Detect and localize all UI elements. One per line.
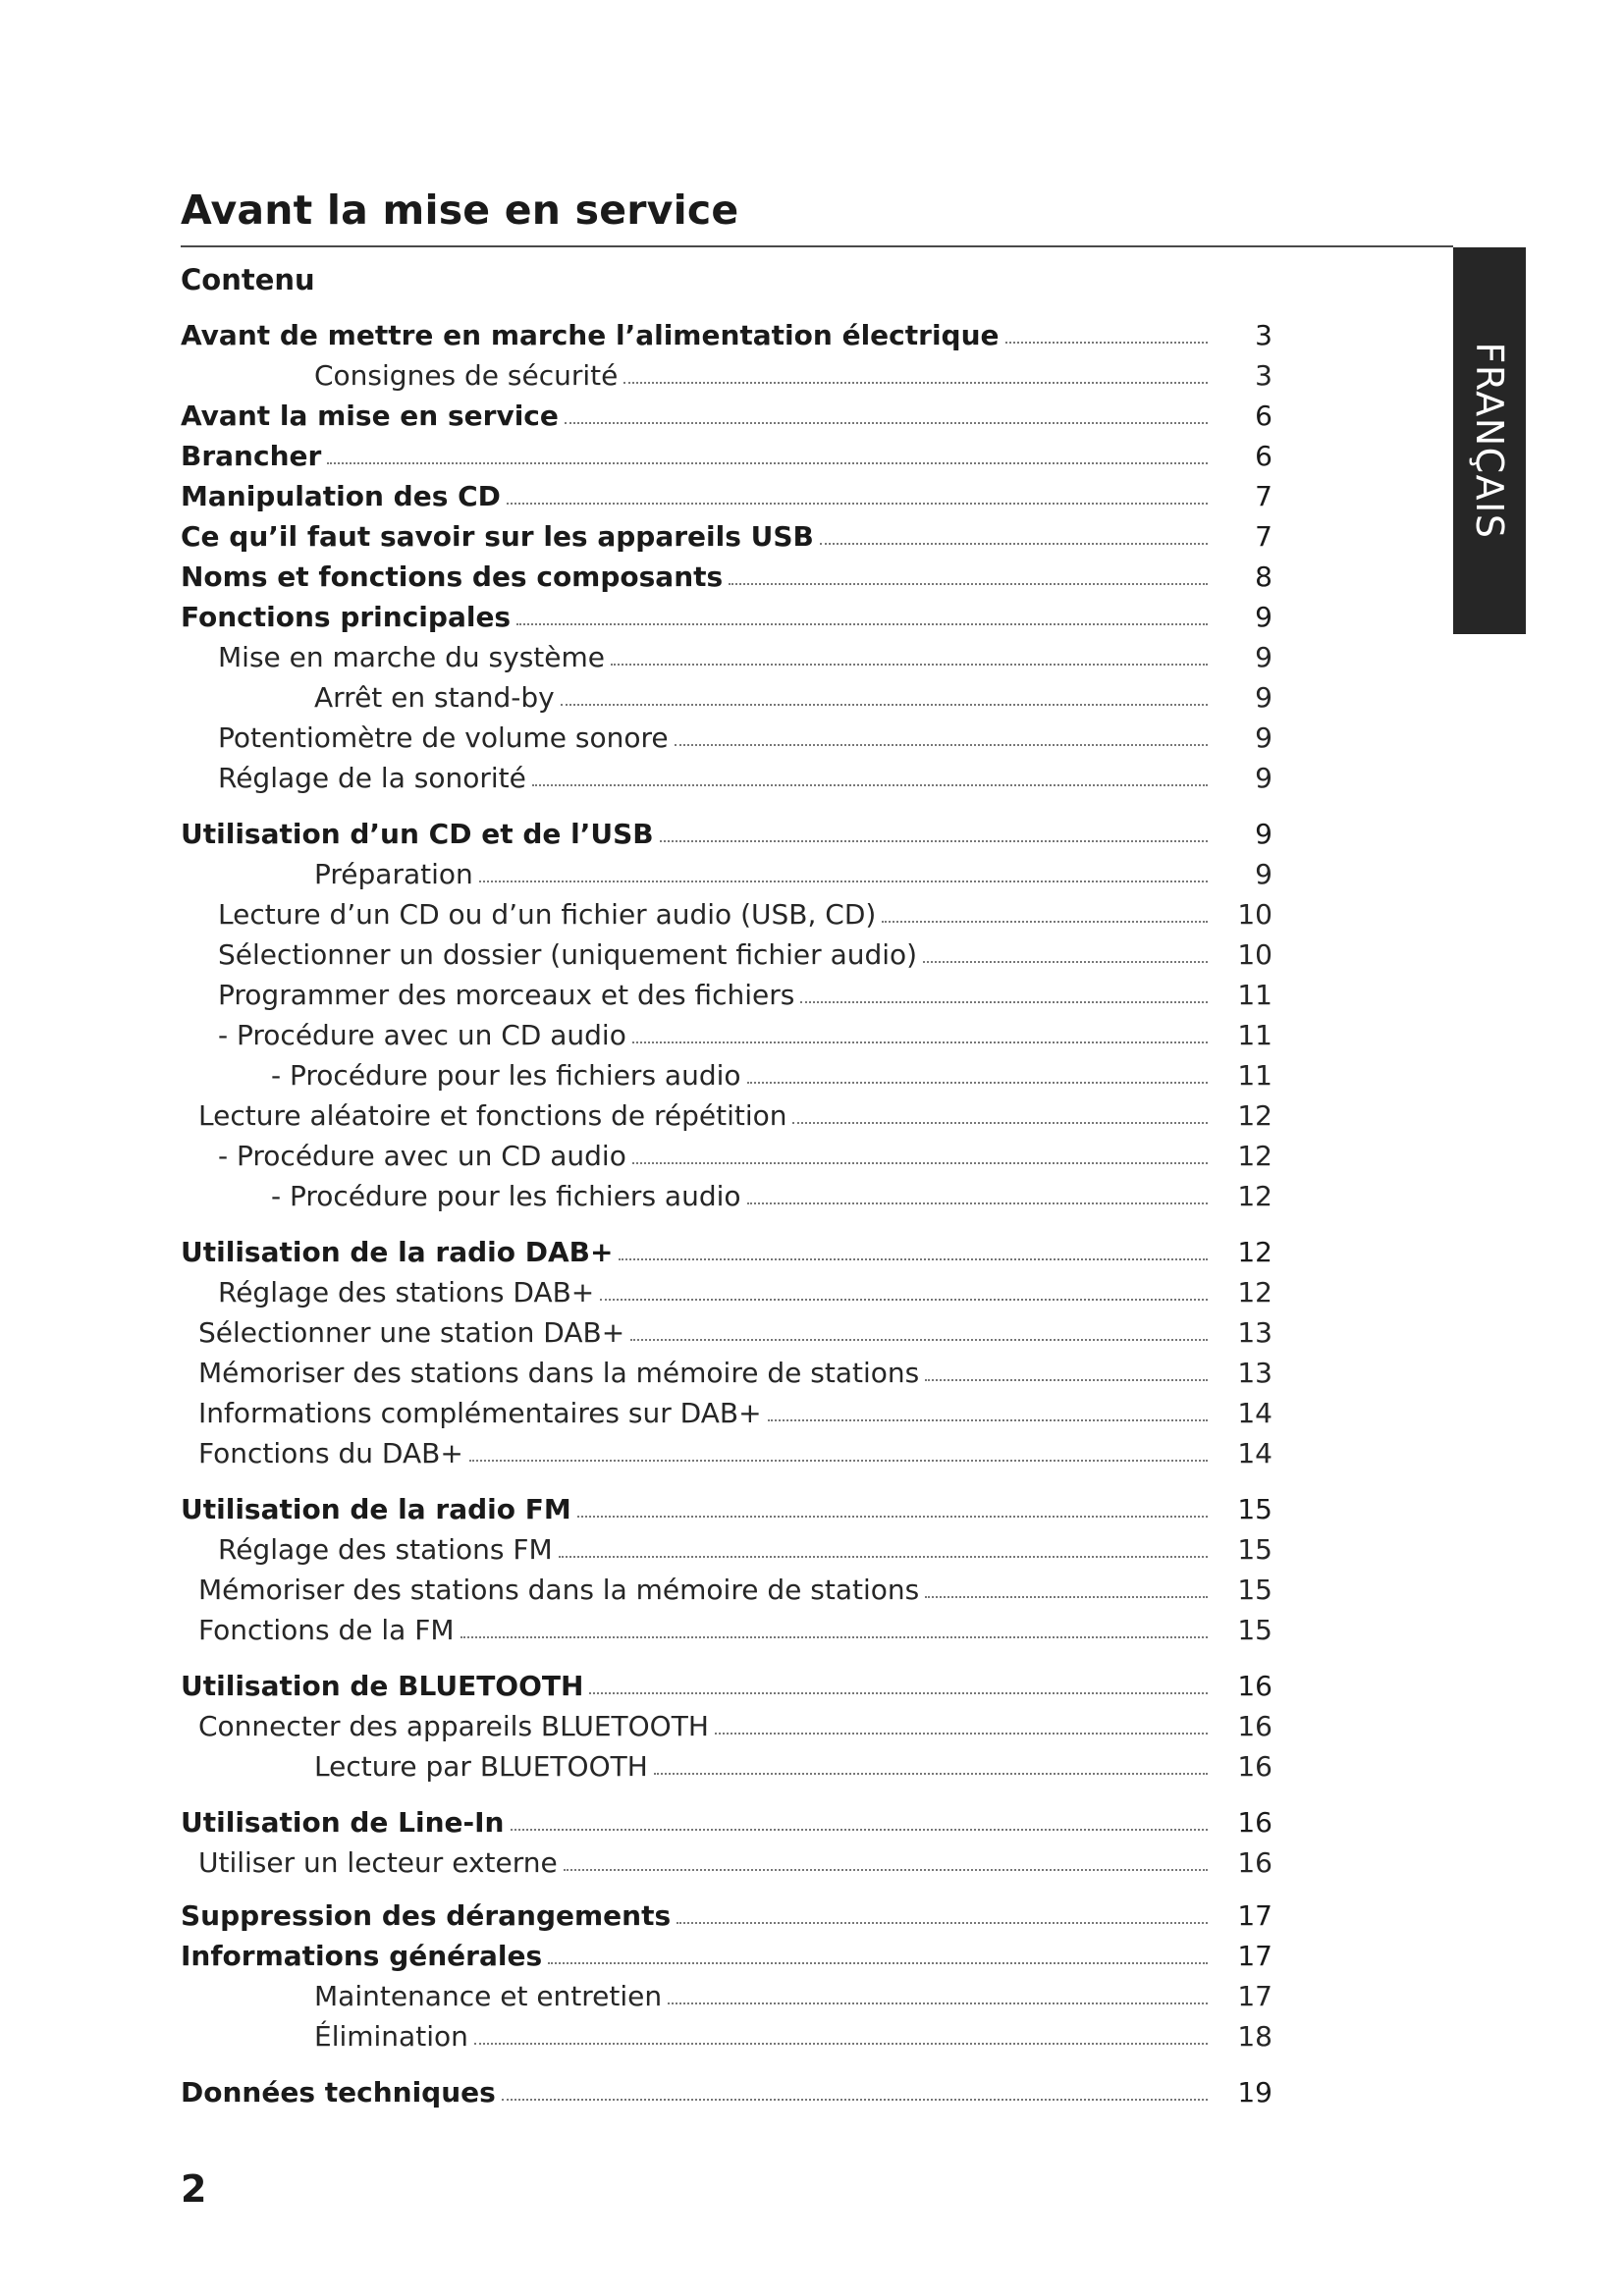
toc-entry bbox=[218, 1012, 1272, 1051]
toc-entry-page: 6 bbox=[1255, 400, 1272, 432]
toc-leader-dots bbox=[654, 1773, 1208, 1775]
toc-entry bbox=[181, 393, 1272, 432]
toc-entry-page: 12 bbox=[1237, 1180, 1272, 1212]
toc-entry-page: 9 bbox=[1255, 681, 1272, 714]
toc-entry bbox=[218, 1269, 1272, 1308]
toc-entry-title: Réglage des stations DAB+ bbox=[218, 1276, 595, 1308]
toc-entry-title: Utiliser un lecteur externe bbox=[198, 1846, 558, 1879]
toc-entry-title: Maintenance et entretien bbox=[314, 1980, 663, 2012]
toc-entry-title: Informations générales bbox=[181, 1940, 543, 1972]
toc-entry-page: 14 bbox=[1237, 1437, 1272, 1469]
toc-entry-title: Potentiomètre de volume sonore bbox=[218, 721, 669, 754]
toc-leader-dots bbox=[577, 1516, 1208, 1518]
toc-entry bbox=[198, 1607, 1272, 1646]
toc-entry-page: 15 bbox=[1237, 1574, 1272, 1606]
toc-entry bbox=[181, 473, 1272, 512]
toc-entry-page: 12 bbox=[1237, 1276, 1272, 1308]
toc-entry-title: Utilisation d’un CD et de l’USB bbox=[181, 818, 654, 850]
toc-entry-title: Préparation bbox=[314, 858, 473, 890]
toc-leader-dots bbox=[747, 1082, 1208, 1084]
toc-entry-page: 18 bbox=[1237, 2020, 1272, 2053]
toc-leader-dots bbox=[800, 1001, 1208, 1003]
toc-leader-dots bbox=[623, 382, 1208, 384]
toc-entry bbox=[198, 1390, 1272, 1429]
toc-entry-page: 15 bbox=[1237, 1533, 1272, 1566]
toc-entry bbox=[198, 1703, 1272, 1742]
toc-entry-page: 12 bbox=[1237, 1140, 1272, 1172]
toc-entry bbox=[314, 1973, 1272, 2012]
toc-entry-title: Mémoriser des stations dans la mémoire de stations bbox=[198, 1357, 920, 1389]
toc-leader-dots bbox=[460, 1636, 1208, 1638]
toc-leader-dots bbox=[677, 1922, 1208, 1924]
language-tab-label: FRANÇAIS bbox=[1468, 342, 1511, 540]
toc-leader-dots bbox=[925, 1596, 1208, 1598]
toc-entry bbox=[314, 674, 1272, 714]
toc-entry-page: 7 bbox=[1255, 480, 1272, 512]
toc-entry bbox=[181, 1933, 1272, 1972]
toc-entry-page: 17 bbox=[1237, 1940, 1272, 1972]
toc-entry-page: 16 bbox=[1237, 1710, 1272, 1742]
toc-leader-dots bbox=[327, 462, 1208, 464]
toc-leader-dots bbox=[611, 664, 1208, 666]
toc-entry-page: 17 bbox=[1237, 1980, 1272, 2012]
toc-entry-title: Utilisation de Line-In bbox=[181, 1806, 505, 1839]
toc-entry bbox=[314, 2013, 1272, 2053]
toc-entry bbox=[218, 1133, 1272, 1172]
toc-entry-title: Ce qu’il faut savoir sur les appareils USB bbox=[181, 520, 814, 553]
page-title: Avant la mise en service bbox=[181, 187, 739, 234]
toc-entry-page: 17 bbox=[1237, 1899, 1272, 1932]
toc-leader-dots bbox=[469, 1460, 1208, 1462]
toc-entry-title: Données techniques bbox=[181, 2076, 496, 2109]
toc-leader-dots bbox=[564, 1869, 1208, 1871]
toc-entry bbox=[271, 1052, 1272, 1092]
toc-leader-dots bbox=[559, 1556, 1208, 1558]
toc-entry-title: - Procédure avec un CD audio bbox=[218, 1140, 626, 1172]
toc-entry-title: Noms et fonctions des composants bbox=[181, 561, 724, 593]
toc-entry bbox=[181, 1663, 1272, 1702]
toc-entry bbox=[218, 932, 1272, 971]
toc-entry-page: 10 bbox=[1237, 938, 1272, 971]
toc-entry bbox=[181, 312, 1272, 351]
toc-entry-page: 3 bbox=[1255, 359, 1272, 392]
toc-entry-page: 16 bbox=[1237, 1670, 1272, 1702]
toc-entry bbox=[198, 1840, 1272, 1879]
toc-entry-title: Sélectionner une station DAB+ bbox=[198, 1316, 625, 1349]
toc-entry-title: Élimination bbox=[314, 2020, 468, 2053]
toc-entry bbox=[218, 891, 1272, 931]
toc-entry-page: 7 bbox=[1255, 520, 1272, 553]
toc-entry-title: Sélectionner un dossier (uniquement fichier audio) bbox=[218, 938, 918, 971]
toc-leader-dots bbox=[619, 1258, 1208, 1260]
toc-entry-title: Fonctions du DAB+ bbox=[198, 1437, 463, 1469]
toc-leader-dots bbox=[820, 543, 1208, 545]
toc-entry-page: 9 bbox=[1255, 762, 1272, 794]
toc-entry bbox=[181, 811, 1272, 850]
toc-leader-dots bbox=[668, 2002, 1208, 2004]
toc-entry-title: Lecture aléatoire et fonctions de répétition bbox=[198, 1099, 787, 1132]
toc-entry-title: Utilisation de la radio DAB+ bbox=[181, 1236, 614, 1268]
toc-entry bbox=[181, 1799, 1272, 1839]
toc-entry-page: 9 bbox=[1255, 641, 1272, 673]
toc-entry-page: 16 bbox=[1237, 1846, 1272, 1879]
toc-entry-page: 9 bbox=[1255, 818, 1272, 850]
toc-entry bbox=[314, 1743, 1272, 1783]
toc-entry bbox=[314, 851, 1272, 890]
toc-entry-title: Programmer des morceaux et des fichiers bbox=[218, 979, 795, 1011]
toc-entry-title: Brancher bbox=[181, 440, 322, 472]
toc-entry-title: Avant la mise en service bbox=[181, 400, 559, 432]
toc-entry-title: Informations complémentaires sur DAB+ bbox=[198, 1397, 762, 1429]
toc-entry-page: 14 bbox=[1237, 1397, 1272, 1429]
toc-entry-title: Avant de mettre en marche l’alimentation électrique bbox=[181, 319, 1000, 351]
toc-leader-dots bbox=[1005, 342, 1208, 344]
toc-leader-dots bbox=[600, 1299, 1208, 1301]
toc-entry-title: Lecture par BLUETOOTH bbox=[314, 1750, 648, 1783]
toc-entry-title: Réglage des stations FM bbox=[218, 1533, 553, 1566]
toc-leader-dots bbox=[479, 881, 1208, 882]
toc-leader-dots bbox=[632, 1041, 1208, 1043]
toc-leader-dots bbox=[882, 921, 1208, 923]
toc-entry-page: 13 bbox=[1237, 1316, 1272, 1349]
toc-entry bbox=[218, 634, 1272, 673]
toc-entry-page: 12 bbox=[1237, 1236, 1272, 1268]
page-number: 2 bbox=[181, 2167, 207, 2211]
toc-entry-page: 9 bbox=[1255, 601, 1272, 633]
toc-entry bbox=[181, 1893, 1272, 1932]
toc-entry bbox=[271, 1173, 1272, 1212]
toc-entry-page: 9 bbox=[1255, 721, 1272, 754]
toc-entry-page: 16 bbox=[1237, 1750, 1272, 1783]
toc-entry-page: 8 bbox=[1255, 561, 1272, 593]
toc-leader-dots bbox=[768, 1419, 1208, 1421]
toc-leader-dots bbox=[630, 1339, 1208, 1341]
toc-entry-title: Lecture d’un CD ou d’un fichier audio (USB, CD) bbox=[218, 898, 877, 931]
toc-entry bbox=[181, 433, 1272, 472]
toc-leader-dots bbox=[507, 503, 1208, 505]
toc-leader-dots bbox=[511, 1829, 1209, 1831]
toc-entry bbox=[198, 1350, 1272, 1389]
toc-entry-title: Réglage de la sonorité bbox=[218, 762, 526, 794]
toc-entry bbox=[218, 1526, 1272, 1566]
toc-leader-dots bbox=[660, 840, 1208, 842]
toc-leader-dots bbox=[792, 1122, 1208, 1124]
toc-entry bbox=[218, 755, 1272, 794]
toc-entry bbox=[218, 972, 1272, 1011]
toc-entry-title: Manipulation des CD bbox=[181, 480, 501, 512]
toc-entry-page: 3 bbox=[1255, 319, 1272, 351]
toc-entry-page: 15 bbox=[1237, 1614, 1272, 1646]
toc-entry bbox=[181, 513, 1272, 553]
toc-entry-page: 11 bbox=[1237, 1019, 1272, 1051]
toc-entry-title: Fonctions principales bbox=[181, 601, 512, 633]
toc-leader-dots bbox=[474, 2043, 1208, 2045]
toc-entry bbox=[198, 1093, 1272, 1132]
toc-leader-dots bbox=[516, 623, 1208, 625]
toc-entry-title: Mise en marche du système bbox=[218, 641, 605, 673]
toc-entry bbox=[218, 715, 1272, 754]
toc-entry-page: 15 bbox=[1237, 1493, 1272, 1525]
toc-leader-dots bbox=[675, 744, 1208, 746]
toc-entry bbox=[181, 594, 1272, 633]
toc-entry-page: 10 bbox=[1237, 898, 1272, 931]
toc-entry-title: Arrêt en stand-by bbox=[314, 681, 555, 714]
toc-entry bbox=[314, 352, 1272, 392]
toc-leader-dots bbox=[925, 1379, 1208, 1381]
toc-leader-dots bbox=[747, 1202, 1208, 1204]
toc-entry-page: 11 bbox=[1237, 1059, 1272, 1092]
toc-leader-dots bbox=[632, 1162, 1208, 1164]
toc-leader-dots bbox=[502, 2099, 1208, 2101]
toc-entry bbox=[198, 1430, 1272, 1469]
toc-entry-title: Mémoriser des stations dans la mémoire de stations bbox=[198, 1574, 920, 1606]
toc-leader-dots bbox=[561, 704, 1208, 706]
toc-entry bbox=[181, 1229, 1272, 1268]
toc-entry bbox=[181, 2069, 1272, 2109]
toc-entry-page: 13 bbox=[1237, 1357, 1272, 1389]
toc-leader-dots bbox=[715, 1733, 1208, 1735]
toc-entry-title: - Procédure pour les fichiers audio bbox=[271, 1059, 741, 1092]
toc-entry bbox=[181, 554, 1272, 593]
toc-entry-title: Utilisation de BLUETOOTH bbox=[181, 1670, 584, 1702]
toc-entry-page: 9 bbox=[1255, 858, 1272, 890]
toc-entry-title: - Procédure avec un CD audio bbox=[218, 1019, 626, 1051]
toc-leader-dots bbox=[548, 1962, 1208, 1964]
toc-leader-dots bbox=[923, 961, 1208, 963]
toc-entry-title: Consignes de sécurité bbox=[314, 359, 619, 392]
toc-entry bbox=[198, 1309, 1272, 1349]
toc-entry-title: Utilisation de la radio FM bbox=[181, 1493, 571, 1525]
toc-entry-page: 16 bbox=[1237, 1806, 1272, 1839]
toc-leader-dots bbox=[729, 583, 1208, 585]
toc-entry-page: 11 bbox=[1237, 979, 1272, 1011]
toc-leader-dots bbox=[565, 422, 1208, 424]
toc-leader-dots bbox=[589, 1692, 1208, 1694]
toc-entry-page: 19 bbox=[1237, 2076, 1272, 2109]
toc-entry-title: - Procédure pour les fichiers audio bbox=[271, 1180, 741, 1212]
toc-entry bbox=[198, 1567, 1272, 1606]
toc-entry-title: Connecter des appareils BLUETOOTH bbox=[198, 1710, 709, 1742]
toc-leader-dots bbox=[532, 784, 1208, 786]
contents-heading: Contenu bbox=[181, 263, 315, 296]
toc-entry-page: 12 bbox=[1237, 1099, 1272, 1132]
toc-entry-title: Suppression des dérangements bbox=[181, 1899, 672, 1932]
toc-entry-page: 6 bbox=[1255, 440, 1272, 472]
toc-entry-title: Fonctions de la FM bbox=[198, 1614, 455, 1646]
toc-entry bbox=[181, 1486, 1272, 1525]
